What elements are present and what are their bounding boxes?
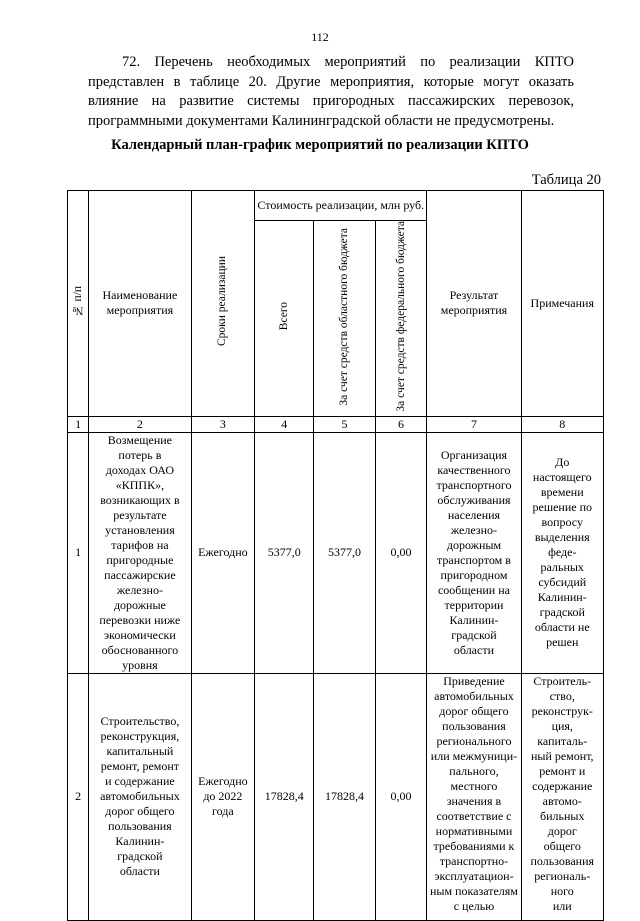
column-number: 7 bbox=[427, 416, 521, 432]
row-result: Организация качественного транспортного обслуживания населения железно- дорожным транспортом в пригородном сообщении на территории Калинин- градской области bbox=[427, 432, 521, 673]
header-cost-group: Стоимость реализации, млн руб. bbox=[255, 191, 427, 221]
column-number: 2 bbox=[89, 416, 192, 432]
column-number: 4 bbox=[255, 416, 314, 432]
row-result: Приведение автомобильных дорог общего пользования регионального или межмуници- пального, местного значения в соответствие с нормативными требованиями к транспортно- эксплуатацион- ным показателям с целью bbox=[427, 673, 521, 920]
header-notes: Примечания bbox=[521, 191, 604, 417]
column-number: 3 bbox=[191, 416, 254, 432]
intro-line: программными документами Калининградской области не предусмотрены. bbox=[88, 112, 555, 129]
column-number: 1 bbox=[68, 416, 89, 432]
row-total: 5377,0 bbox=[255, 432, 314, 673]
row-notes: Строитель- ство, реконструк- ция, капиталь- ный ремонт, ремонт и содержание автомо- бильных дорог общего пользования региональ- ного или bbox=[521, 673, 604, 920]
row-terms: Ежегодно bbox=[191, 432, 254, 673]
intro-paragraph bbox=[88, 53, 574, 131]
intro-line: 72. Перечень необходимых мероприятий по реализации КПТО bbox=[122, 54, 574, 70]
row-regional: 17828,4 bbox=[314, 673, 375, 920]
intro-line: влияние на развитие системы пригородных пассажирских перевозок, bbox=[88, 93, 574, 109]
header-terms: Сроки реализации bbox=[191, 191, 254, 417]
row-regional: 5377,0 bbox=[314, 432, 375, 673]
column-number: 5 bbox=[314, 416, 375, 432]
column-number: 6 bbox=[375, 416, 427, 432]
row-notes: До настоящего времени решение по вопросу выделения феде- ральных субсидий Калинин- градской области не решен bbox=[521, 432, 604, 673]
table-row bbox=[68, 432, 604, 673]
column-number-row bbox=[68, 416, 604, 432]
header-regional: За счет средств областного бюджета bbox=[314, 221, 375, 417]
header-total: Всего bbox=[255, 221, 314, 417]
header-name: Наименование мероприятия bbox=[89, 191, 192, 417]
intro-line: представлен в таблице 20. Другие мероприятия, которые могут оказать bbox=[88, 73, 574, 90]
row-num: 1 bbox=[68, 432, 89, 673]
page-number: 112 bbox=[311, 30, 329, 44]
row-name: Возмещение потерь в доходах ОАО «КППК», возникающих в результате установления тарифов на пригородные пассажирские железно- дорожные перевозки ниже экономически обоснованного уровня bbox=[89, 432, 192, 673]
header-num: № п/п bbox=[68, 191, 89, 417]
column-number: 8 bbox=[521, 416, 604, 432]
section-heading: Календарный план-график мероприятий по реализации КПТО bbox=[111, 137, 529, 153]
row-federal: 0,00 bbox=[375, 673, 427, 920]
table-row bbox=[68, 673, 604, 920]
header-federal: За счет средств федерального бюджета bbox=[375, 221, 427, 417]
header-result: Результат мероприятия bbox=[427, 191, 521, 417]
row-num: 2 bbox=[68, 673, 89, 920]
row-federal: 0,00 bbox=[375, 432, 427, 673]
row-total: 17828,4 bbox=[255, 673, 314, 920]
row-terms: Ежегодно до 2022 года bbox=[191, 673, 254, 920]
table-caption: Таблица 20 bbox=[531, 172, 601, 188]
row-name: Строительство, реконструкция, капитальный ремонт, ремонт и содержание автомобильных дорог общего пользования Калинин- градской области bbox=[89, 673, 192, 920]
measures-table bbox=[67, 190, 604, 921]
